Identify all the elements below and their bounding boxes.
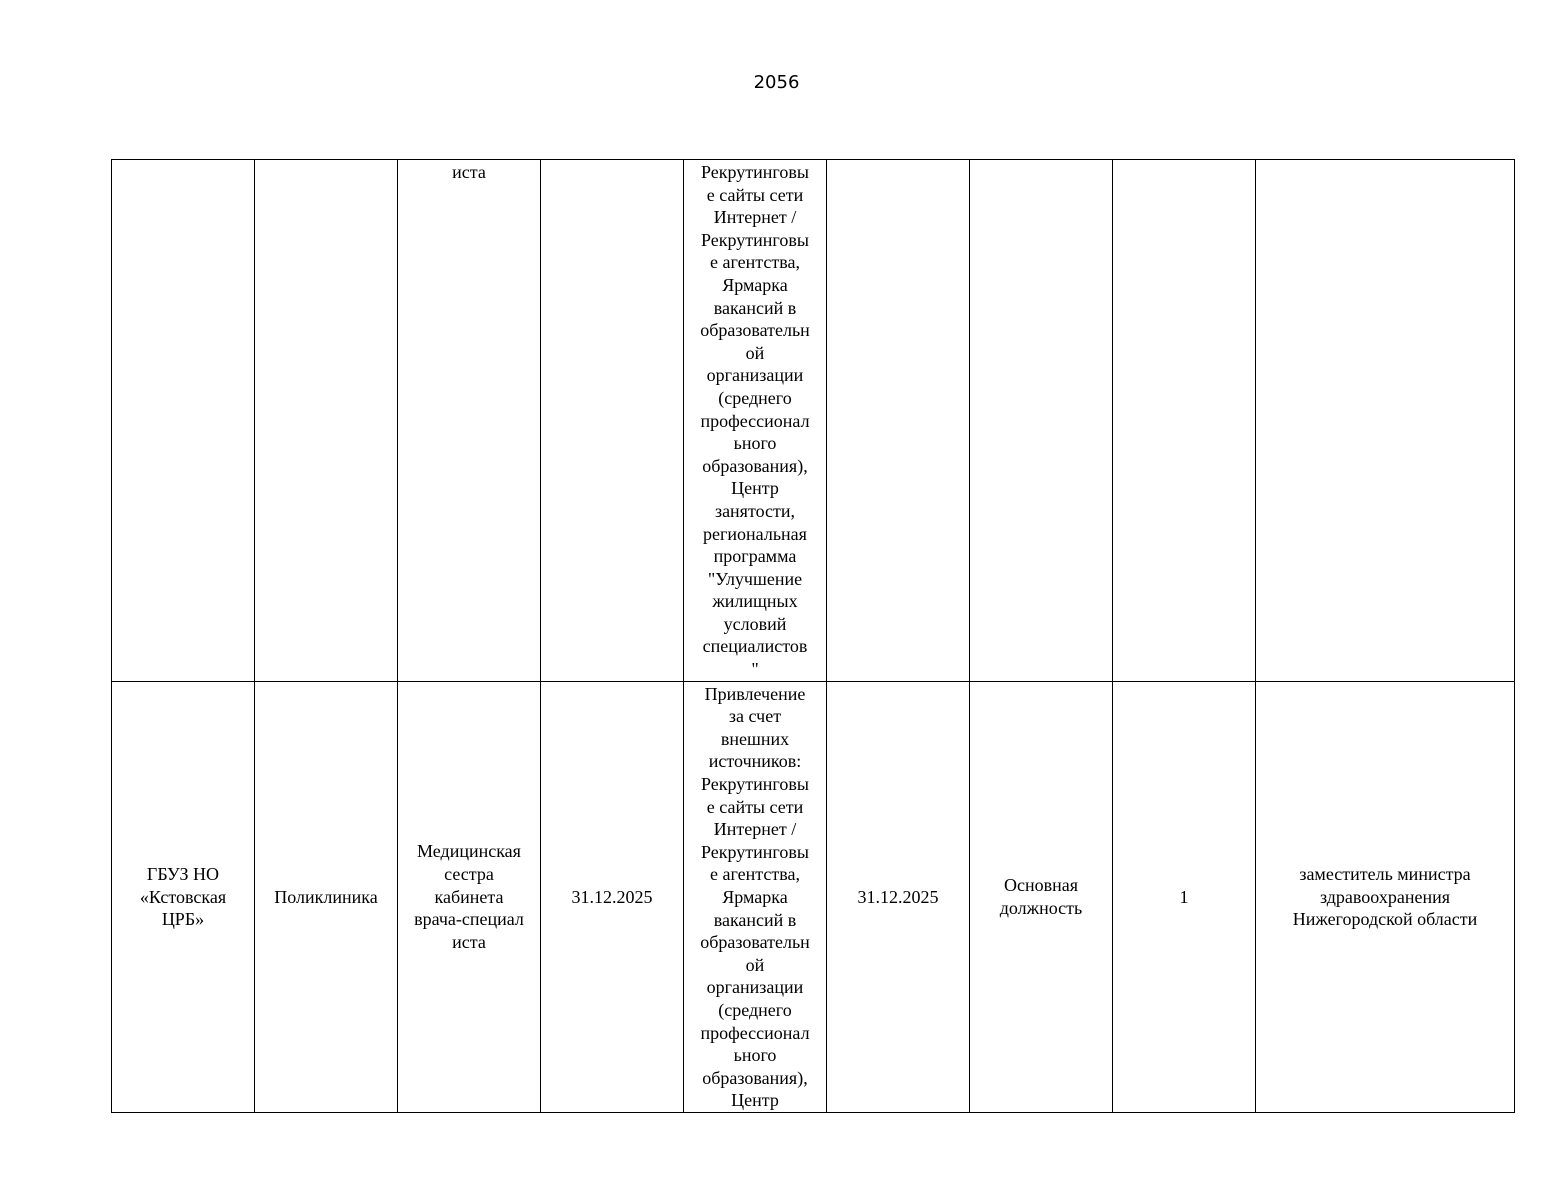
- cell-count: 1: [1113, 681, 1256, 1112]
- cell-responsible: заместитель министра здравоохранения Нижегородской области: [1256, 681, 1515, 1112]
- cell-position: Медицинская сестра кабинета врача-специал иста: [398, 681, 541, 1112]
- cell-count: [1113, 160, 1256, 682]
- staffing-table: [111, 159, 1515, 1113]
- cell-job-type: [970, 160, 1113, 682]
- cell-department: [255, 160, 398, 682]
- cell-date-start: 31.12.2025: [541, 681, 684, 1112]
- cell-sources: Рекрутинговы е сайты сети Интернет / Рекрутинговы е агентства, Ярмарка вакансий в образовательн ой организации (среднего профессионал ьного образования), Центр занятости, региональная программа "Улучшение жилищных условий специалистов ": [684, 160, 827, 682]
- cell-organization: [112, 160, 255, 682]
- cell-sources: Привлечение за счет внешних источников: Рекрутинговы е сайты сети Интернет / Рекрутинговы е агентства, Ярмарка вакансий в образовательн ой организации (среднего профессионал ьного образования), Центр: [684, 681, 827, 1112]
- cell-department: Поликлиника: [255, 681, 398, 1112]
- cell-date-end: [827, 160, 970, 682]
- cell-date-start: [541, 160, 684, 682]
- cell-position: иста: [398, 160, 541, 682]
- cell-date-end: 31.12.2025: [827, 681, 970, 1112]
- page-number: 2056: [753, 72, 800, 93]
- table-row: [112, 160, 1515, 682]
- cell-responsible: [1256, 160, 1515, 682]
- cell-job-type: Основная должность: [970, 681, 1113, 1112]
- table-row: [112, 681, 1515, 1112]
- cell-organization: ГБУЗ НО «Кстовская ЦРБ»: [112, 681, 255, 1112]
